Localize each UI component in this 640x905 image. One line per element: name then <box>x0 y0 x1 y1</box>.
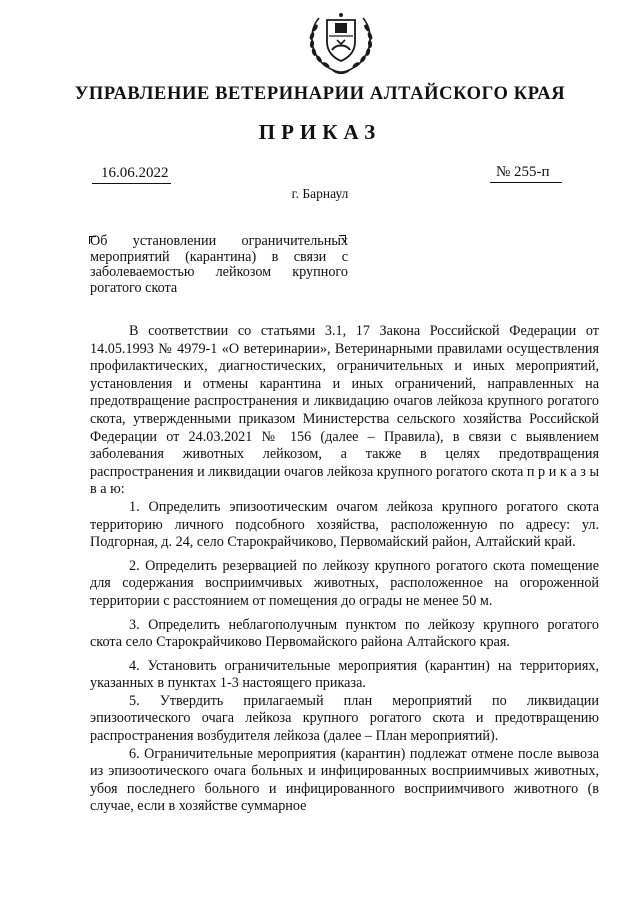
subject-line: Об установлении ограничительных <box>90 233 348 249</box>
order-item-1: 1. Определить эпизоотическим очагом лейкоза крупного рогатого скота территорию личного подсобного хозяйства, расположенную по адресу: ул. Подгорная, д. 24, село Старокрайчиково, Первомайский район, Алтайский край. <box>90 498 599 551</box>
coat-of-arms-icon <box>299 6 383 78</box>
subject-line: рогатого скота <box>90 279 178 296</box>
order-date: 16.06.2022 <box>101 165 169 181</box>
subject-line: заболеваемостью лейкозом крупного <box>90 264 348 280</box>
order-item-3: 3. Определить неблагополучным пунктом по лейкозу крупного рогатого скота село Старокрайчиково Первомайского района Алтайского края. <box>90 616 599 651</box>
order-body <box>90 323 599 816</box>
organization-name: УПРАВЛЕНИЕ ВЕТЕРИНАРИИ АЛТАЙСКОГО КРАЯ <box>74 84 566 104</box>
order-item-6: 6. Ограничительные мероприятия (карантин) подлежат отмене после вывоза из эпизоотического очага больных и инфицированных восприимчивых животных, убоя последнего больного и инфицированного восприимчивого животного (в случае, если в хозяйстве суммарное <box>90 745 599 815</box>
document-type-title: ПРИКАЗ <box>258 120 382 144</box>
order-number: № 255-п <box>496 164 550 180</box>
date-underline <box>92 183 171 184</box>
subject-line: мероприятий (карантина) в связи с <box>90 248 348 265</box>
number-underline <box>490 182 562 183</box>
order-item-4: 4. Установить ограничительные мероприятия (карантин) на территориях, указанных в пунктах 1-3 настоящего приказа. <box>90 657 599 692</box>
order-item-5: 5. Утвердить прилагаемый план мероприятий по ликвидации эпизоотического очага лейкоза крупного рогатого скота и предотвращению распространения возбудителя лейкоза (далее – План мероприятий). <box>90 692 599 745</box>
preamble-paragraph: В соответствии со статьями 3.1, 17 Закона Российской Федерации от 14.05.1993 № 4979-1 «О ветеринарии», Ветеринарными правилами осуществления профилактических, диагностических, ограничительных и иных мероприятий, установления и отмены карантина и иных ограничений, направленных на предотвращение распространения и ликвидацию очагов лейкоза крупного рогатого скота, утвержденными приказом Министерства сельского хозяйства Российской Федерации от 24.03.2021 № 156 (далее – Правила), в связи с выявлением заболевания животных лейкозом, а также в целях предотвращения распространения и ликвидации очагов лейкоза крупного рогатого скота п р и к а з ы в а ю: <box>90 323 599 498</box>
order-subject <box>90 234 348 296</box>
issue-city: г. Барнаул <box>291 186 349 201</box>
order-item-2: 2. Определить резервацией по лейкозу крупного рогатого скота помещение для содержания восприимчивых животных, расположенное на огороженной территории с расстоянием от помещения до ограды не менее 50 м. <box>90 557 599 609</box>
